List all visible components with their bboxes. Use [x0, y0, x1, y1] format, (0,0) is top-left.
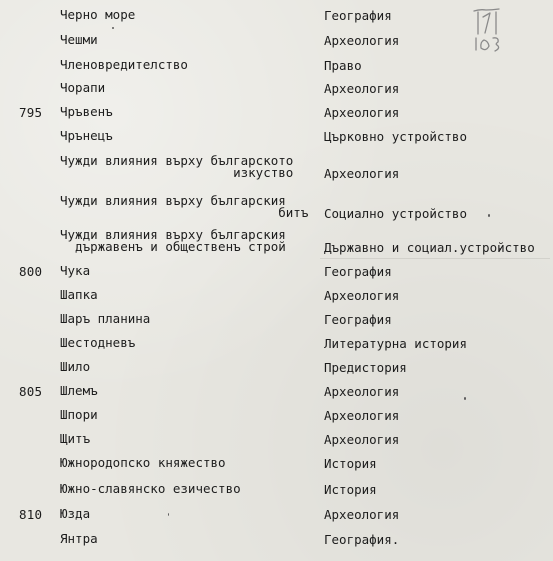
entry-term: Шпори — [60, 407, 98, 422]
entry-category: Археология — [324, 507, 400, 522]
entry-term: Чръвенъ — [60, 104, 113, 119]
entry-term: Шило — [60, 359, 91, 374]
entry-category: Църковно устройство — [324, 129, 467, 144]
entry-category: География — [324, 312, 392, 327]
entry-category: Литературна история — [324, 336, 467, 351]
entry-category: Археология — [324, 166, 400, 181]
entry-category: Археология — [324, 432, 400, 447]
entry-term: Щитъ — [60, 431, 91, 446]
entry-number: 800 — [19, 264, 43, 279]
entry-category: Археология — [324, 33, 400, 48]
entry-term: Юзда — [60, 506, 91, 521]
entry-category: Право — [324, 58, 362, 73]
entry-term: Черно море — [60, 7, 136, 22]
paper-speck — [112, 27, 114, 29]
entry-term: Чешми — [60, 32, 98, 47]
entry-category: История — [324, 456, 377, 471]
entry-term: Чужди влияния върху българското изкуство — [60, 153, 294, 180]
entry-term: Шестодневъ — [60, 335, 136, 350]
entry-category: Археология — [324, 384, 400, 399]
entry-term: Чрънецъ — [60, 128, 113, 143]
entry-category: Социално устройство — [324, 206, 467, 221]
entry-number: 810 — [19, 507, 43, 522]
entry-category: Археология — [324, 105, 400, 120]
entry-category: География — [324, 8, 392, 23]
entry-category: Археология — [324, 408, 400, 423]
entry-term: Чужди влияния върху българския държавенъ и общественъ строй — [60, 227, 286, 254]
faint-rule — [320, 258, 550, 259]
entry-category: Археология — [324, 81, 400, 96]
entry-number: 795 — [19, 105, 43, 120]
entry-term: Чука — [60, 263, 91, 278]
entry-category: Държавно и социал.устройство — [324, 240, 535, 255]
entry-term: Шаръ планина — [60, 311, 151, 326]
entry-term: Янтра — [60, 531, 98, 546]
entry-term: Шапка — [60, 287, 98, 302]
entry-category: Археология — [324, 288, 400, 303]
entry-category: Предистория — [324, 360, 407, 375]
entry-term: Шлемъ — [60, 383, 98, 398]
entry-term: Чорапи — [60, 80, 106, 95]
entry-category: История — [324, 482, 377, 497]
handwritten-folio-mark — [468, 8, 530, 52]
paper-speck — [464, 397, 466, 400]
entry-term: Чужди влияния върху българския битъ — [60, 193, 309, 220]
entry-term: Южно-славянско езичество — [60, 481, 241, 496]
entry-term: Членовредителство — [60, 57, 188, 72]
entry-term: Южнородопско княжество — [60, 455, 226, 470]
entry-category: География — [324, 264, 392, 279]
paper-speck — [488, 214, 490, 217]
entry-category: География. — [324, 532, 400, 547]
entry-number: 805 — [19, 384, 43, 399]
